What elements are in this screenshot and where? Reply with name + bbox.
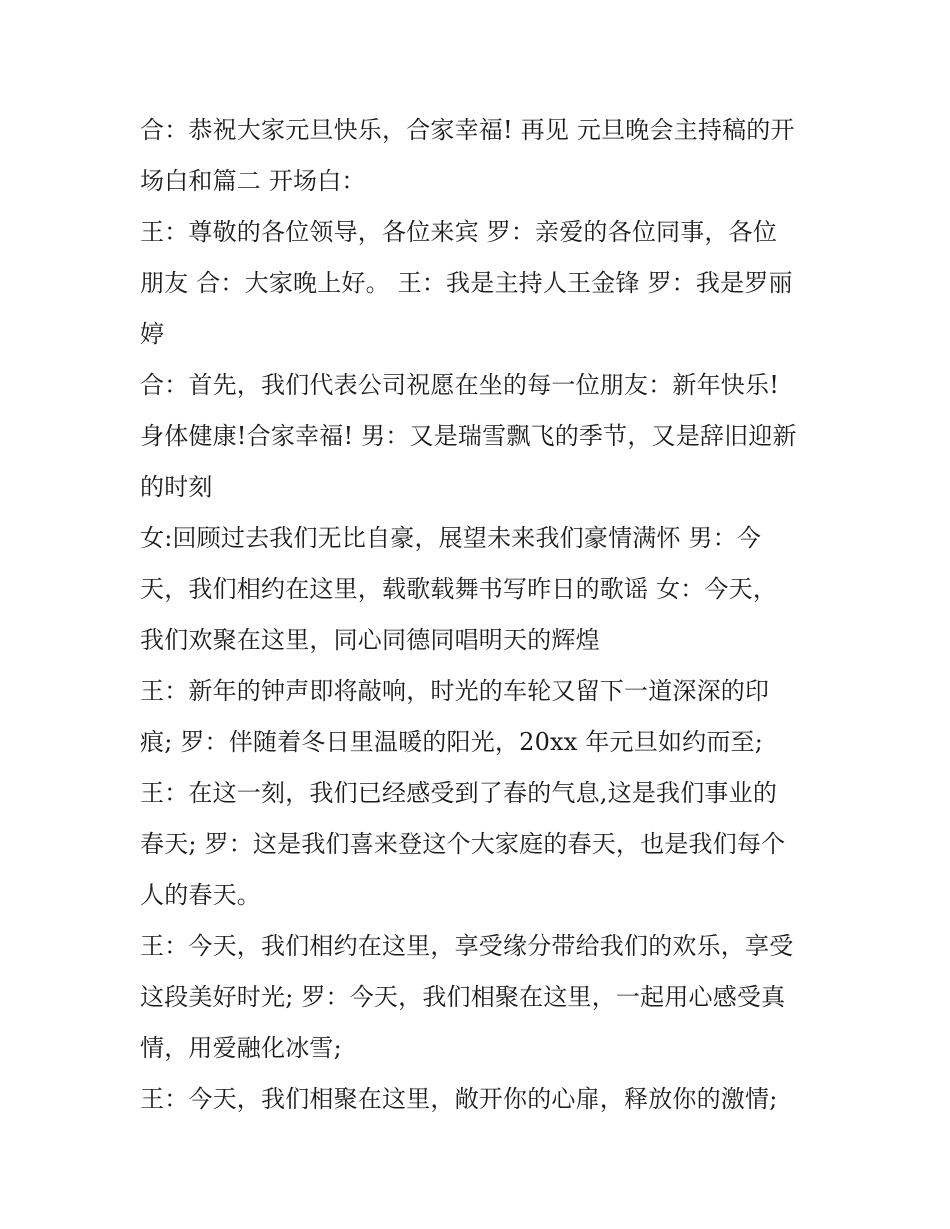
text-line: 痕; 罗：伴随着冬日里温暖的阳光，20xx 年元旦如约而至; xyxy=(140,728,764,756)
text-line: 情，用爱融化冰雪; xyxy=(140,1034,342,1062)
text-line: 王：今天，我们相聚在这里，敞开你的心扉，释放你的激情; xyxy=(140,1085,778,1113)
text-line: 场白和篇二 开场白： xyxy=(140,167,366,195)
text-line: 女:回顾过去我们无比自豪，展望未来我们豪情满怀 男：今 xyxy=(140,524,762,552)
text-line: 人的春天。 xyxy=(140,881,261,909)
document-body xyxy=(140,105,820,1125)
text-line: 合：恭祝大家元旦快乐，合家幸福! 再见 元旦晚会主持稿的开 xyxy=(140,116,795,144)
text-line: 这段美好时光; 罗：今天，我们相聚在这里，一起用心感受真 xyxy=(140,983,786,1011)
text-line: 王：在这一刻，我们已经感受到了春的气息,这是我们事业的 xyxy=(140,779,778,807)
text-line: 朋友 合：大家晚上好。 王：我是主持人王金锋 罗：我是罗丽 xyxy=(140,269,793,297)
text-line: 春天; 罗：这是我们喜来登这个大家庭的春天，也是我们每个 xyxy=(140,830,786,858)
text-line: 合：首先，我们代表公司祝愿在坐的每一位朋友：新年快乐! xyxy=(140,371,780,399)
text-line: 的时刻 xyxy=(140,473,213,501)
text-line: 身体健康!合家幸福! 男：又是瑞雪飘飞的季节，又是辞旧迎新 xyxy=(140,422,797,450)
text-line: 我们欢聚在这里，同心同德同唱明天的辉煌 xyxy=(140,626,600,654)
text-line: 王：今天，我们相约在这里，享受缘分带给我们的欢乐，享受 xyxy=(140,932,794,960)
text-line: 婷 xyxy=(140,320,165,348)
text-line: 天，我们相约在这里，载歌载舞书写昨日的歌谣 女：今天， xyxy=(140,575,778,603)
text-line: 王：尊敬的各位领导，各位来宾 罗：亲爱的各位同事，各位 xyxy=(140,218,778,246)
text-line: 王：新年的钟声即将敲响，时光的车轮又留下一道深深的印 xyxy=(140,677,770,705)
